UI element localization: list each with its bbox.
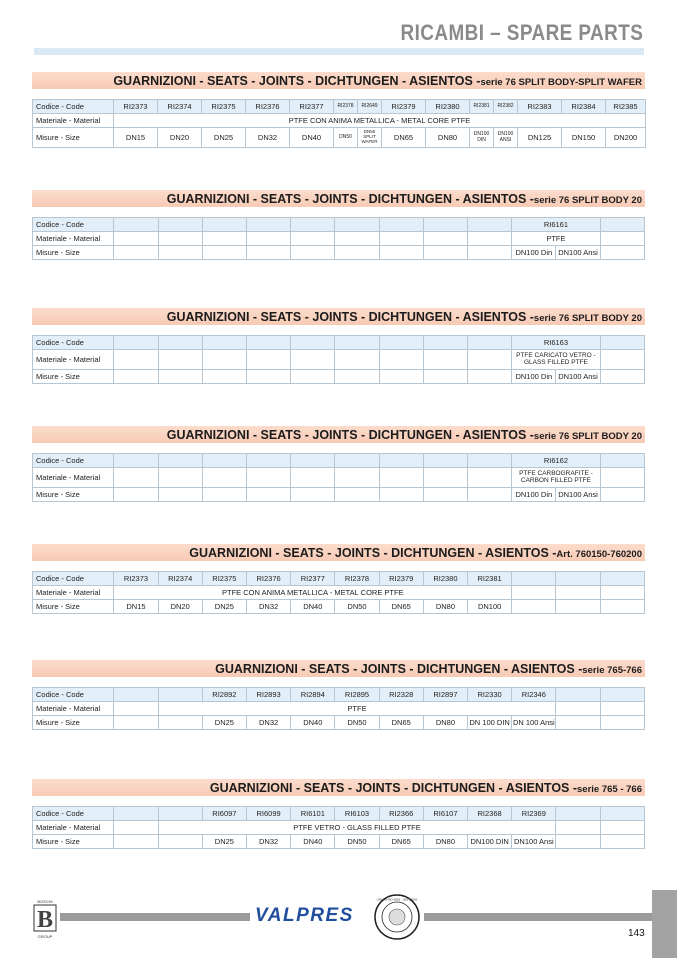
row-label-material: Materiale - Material <box>33 702 114 716</box>
size-cell: DN150 <box>562 128 606 148</box>
code-cell: RI2375 <box>202 100 246 114</box>
size-cell: DN32 <box>247 600 291 614</box>
row-label-size: Misure - Size <box>33 128 114 148</box>
row-label-material: Materiale - Material <box>33 468 114 488</box>
size-cell: DN65 <box>379 716 423 730</box>
code-cell: RI6163 <box>512 336 600 350</box>
code-cell: RI6103 <box>335 807 379 821</box>
code-cell: RI2379 <box>379 572 423 586</box>
size-cell: DN100 DIN <box>470 128 494 148</box>
section-heading <box>32 426 645 443</box>
size-cell: DN40 <box>291 600 335 614</box>
section-split-body-20-ptfe <box>32 190 645 260</box>
size-cell: DN125 <box>518 128 562 148</box>
logo-text-top: BOSCHI <box>37 899 53 904</box>
section-split-body-20-glass <box>32 308 645 384</box>
code-cell: RI2380 <box>423 572 467 586</box>
size-cell: DN100 <box>468 600 512 614</box>
parts-table <box>32 335 645 384</box>
section-heading <box>32 308 645 325</box>
row-label-size: Misure - Size <box>33 716 114 730</box>
code-cell: RI2368 <box>468 807 512 821</box>
row-label-size: Misure - Size <box>33 488 114 502</box>
code-cell: RI2373 <box>114 572 158 586</box>
size-cell: DN100 ANSI <box>494 128 518 148</box>
size-cell: DN80 <box>423 835 467 849</box>
code-cell: RI2374 <box>158 572 202 586</box>
heading-main: GUARNIZIONI - SEATS - JOINTS - DICHTUNGEN - ASIENTOS - <box>189 546 557 560</box>
code-cell: RI2375 <box>202 572 246 586</box>
heading-main: GUARNIZIONI - SEATS - JOINTS - DICHTUNGEN - ASIENTOS - <box>166 428 534 442</box>
heading-main: GUARNIZIONI - SEATS - JOINTS - DICHTUNGEN - ASIENTOS - <box>209 781 578 795</box>
size-cell: DN20 <box>158 128 202 148</box>
code-cell: RI6099 <box>247 807 291 821</box>
section-heading <box>32 190 645 207</box>
heading-main: GUARNIZIONI - SEATS - JOINTS - DICHTUNGEN - ASIENTOS - <box>166 310 534 324</box>
row-label-material: Materiale - Material <box>33 350 114 370</box>
size-cell: DN20 <box>158 600 202 614</box>
heading-serie: Art. 760150-760200 <box>556 549 642 560</box>
size-cell: DN100 Din <box>512 246 556 260</box>
code-cell: RI2384 <box>562 100 606 114</box>
certification-seal-icon <box>373 893 421 941</box>
code-cell: RI6097 <box>202 807 246 821</box>
parts-table <box>32 806 645 849</box>
size-cell: DN50 <box>335 835 379 849</box>
heading-main: GUARNIZIONI - SEATS - JOINTS - DICHTUNGEN - ASIENTOS - <box>166 192 534 206</box>
code-cell: RI2379 <box>382 100 426 114</box>
size-cell: DN100 DIN <box>468 835 512 849</box>
code-cell: RI2330 <box>468 688 512 702</box>
heading-serie: serie 76 SPLIT BODY-SPLIT WAFER <box>480 77 642 88</box>
code-cell: RI2380 <box>426 100 470 114</box>
code-cell: RI2374 <box>158 100 202 114</box>
code-cell: RI2369 <box>512 807 556 821</box>
code-cell: RI2346 <box>512 688 556 702</box>
code-cell: RI2892 <box>202 688 246 702</box>
heading-serie: serie 765 - 766 <box>577 784 642 795</box>
size-cell: DN65 <box>379 835 423 849</box>
size-cell: DN25 <box>202 716 246 730</box>
parts-table <box>32 571 645 614</box>
size-cell: DN100 Ansi <box>556 246 600 260</box>
row-label-size: Misure - Size <box>33 370 114 384</box>
size-cell: DN50 <box>334 128 358 148</box>
size-cell: DN100 Ansi <box>556 488 600 502</box>
code-cell: RI2897 <box>423 688 467 702</box>
size-cell: DN200 <box>606 128 646 148</box>
parts-table <box>32 217 645 260</box>
logo-text-bottom: GROUP <box>37 934 53 939</box>
code-cell: RI2383 <box>518 100 562 114</box>
code-cell: RI2895 <box>335 688 379 702</box>
code-cell: RI6107 <box>423 807 467 821</box>
material-cell: PTFE <box>158 702 556 716</box>
code-cell: RI2894 <box>291 688 335 702</box>
size-cell: DN80 <box>423 716 467 730</box>
size-cell: DN 100 DIN <box>468 716 512 730</box>
code-cell: RI6162 <box>512 454 600 468</box>
size-cell: DN 100 Ansi <box>512 716 556 730</box>
code-cell: RI2377 <box>291 572 335 586</box>
heading-main: GUARNIZIONI - SEATS - JOINTS - DICHTUNGEN - ASIENTOS - <box>113 74 481 88</box>
code-cell: RI2382 <box>494 100 518 114</box>
material-cell: PTFE VETRO - GLASS FILLED PTFE <box>158 821 556 835</box>
row-label-size: Misure - Size <box>33 246 114 260</box>
size-cell: DN25 <box>202 835 246 849</box>
size-cell: DN80 <box>426 128 470 148</box>
code-cell: RI2373 <box>114 100 158 114</box>
row-label-size: Misure - Size <box>33 600 114 614</box>
row-label-code: Codice - Code <box>33 572 114 586</box>
cert-text: UNI EN ISO 9001 · ISO 14001 <box>376 897 418 902</box>
material-cell: PTFE <box>512 232 600 246</box>
material-cell: PTFE CARICATO VETRO - GLASS FILLED PTFE <box>512 350 600 370</box>
material-cell: PTFE CARBOGRAFITE - CARBON FILLED PTFE <box>512 468 600 488</box>
size-cell: DN32 <box>246 128 290 148</box>
page-title: RICAMBI – SPARE PARTS <box>400 20 643 45</box>
code-cell: RI2378 <box>334 100 358 114</box>
page-number: 143 <box>628 928 645 939</box>
code-cell: RI2649 <box>358 100 382 114</box>
size-cell: DN15 <box>114 600 158 614</box>
size-cell: DN100 Ansi <box>556 370 600 384</box>
svg-text:B: B <box>36 907 54 933</box>
size-cell: DN40 <box>290 128 334 148</box>
section-heading <box>32 660 645 677</box>
code-cell: RI2381 <box>468 572 512 586</box>
size-cell: DN15 <box>114 128 158 148</box>
row-label-code: Codice - Code <box>33 688 114 702</box>
size-cell: DN80 <box>423 600 467 614</box>
code-cell: RI2328 <box>379 688 423 702</box>
code-cell: RI2377 <box>290 100 334 114</box>
code-cell: RI2378 <box>335 572 379 586</box>
heading-serie: serie 76 SPLIT BODY 20 <box>533 195 642 206</box>
code-cell: RI6101 <box>291 807 335 821</box>
footer-bar-right <box>424 913 652 921</box>
code-cell: RI6161 <box>512 218 600 232</box>
code-cell: RI2893 <box>247 688 291 702</box>
row-label-size: Misure - Size <box>33 835 114 849</box>
row-label-code: Codice - Code <box>33 218 114 232</box>
heading-serie: serie 76 SPLIT BODY 20 <box>533 313 642 324</box>
heading-serie: serie 765-766 <box>582 665 642 676</box>
section-serie-765-766-ptfe <box>32 660 645 730</box>
code-cell: RI2376 <box>246 100 290 114</box>
parts-table <box>32 687 645 730</box>
section-serie-765-766-glass <box>32 779 645 849</box>
row-label-material: Materiale - Material <box>33 114 114 128</box>
size-cell: DN100 Din <box>512 370 556 384</box>
code-cell: RI2366 <box>379 807 423 821</box>
size-cell: DN100 Ansi <box>512 835 556 849</box>
heading-serie: serie 76 SPLIT BODY 20 <box>533 431 642 442</box>
size-cell: DN50 <box>335 716 379 730</box>
size-cell: DN32 <box>247 716 291 730</box>
row-label-material: Materiale - Material <box>33 821 114 835</box>
title-underline <box>34 48 644 55</box>
footer-bar-left <box>60 913 250 921</box>
size-cell: DN25 <box>202 128 246 148</box>
row-label-material: Materiale - Material <box>33 586 114 600</box>
section-heading <box>32 544 645 561</box>
row-label-code: Codice - Code <box>33 336 114 350</box>
row-label-code: Codice - Code <box>33 807 114 821</box>
section-heading <box>32 779 645 796</box>
code-cell: RI2385 <box>606 100 646 114</box>
size-cell: DN25 <box>202 600 246 614</box>
size-cell: DN100 Din <box>512 488 556 502</box>
parts-table <box>32 453 645 502</box>
valpres-logo: VALPRES <box>255 905 354 926</box>
size-cell: DN65 <box>379 600 423 614</box>
size-cell: DN40 <box>291 835 335 849</box>
section-art-760150 <box>32 544 645 614</box>
parts-table <box>32 99 646 148</box>
row-label-material: Materiale - Material <box>33 232 114 246</box>
size-cell: DN40 <box>291 716 335 730</box>
section-split-body-wafer <box>32 72 645 148</box>
size-cell: DN32 <box>247 835 291 849</box>
size-cell: DN50 SPLIT WAFER <box>358 128 382 148</box>
code-cell: RI2376 <box>247 572 291 586</box>
size-cell: DN65 <box>382 128 426 148</box>
size-cell: DN50 <box>335 600 379 614</box>
row-label-code: Codice - Code <box>33 454 114 468</box>
section-split-body-20-carbon <box>32 426 645 502</box>
material-cell: PTFE CON ANIMA METALLICA - METAL CORE PTFE <box>114 114 646 128</box>
code-cell: RI2381 <box>470 100 494 114</box>
side-tab <box>652 890 677 958</box>
heading-main: GUARNIZIONI - SEATS - JOINTS - DICHTUNGEN - ASIENTOS - <box>215 662 583 676</box>
material-cell: PTFE CON ANIMA METALLICA - METAL CORE PTFE <box>114 586 512 600</box>
section-heading <box>32 72 645 89</box>
boschi-group-logo <box>30 898 60 940</box>
row-label-code: Codice - Code <box>33 100 114 114</box>
